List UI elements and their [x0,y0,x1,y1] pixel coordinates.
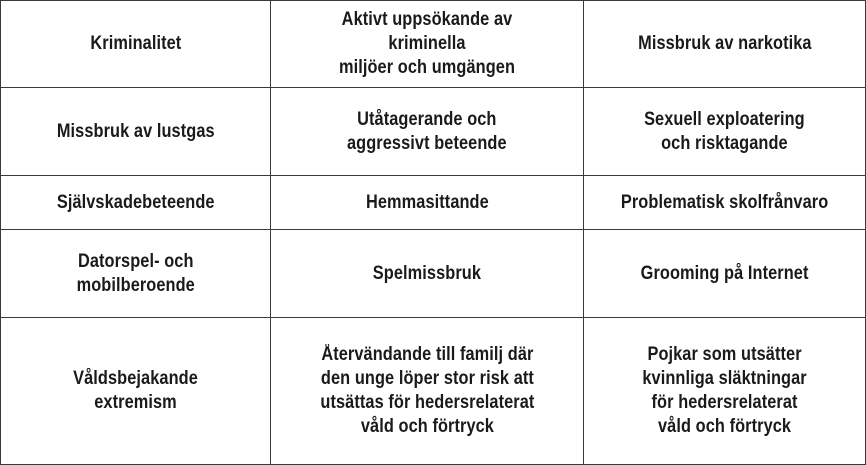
cell-text: Kriminalitet [90,33,181,54]
table-cell [271,88,584,176]
table-cell [1,230,271,318]
table-cell [271,1,584,88]
table-cell [584,88,866,176]
table-cell [271,318,584,465]
cell-text: Aktivt uppsökande av kriminella miljöer och umgängen [338,9,516,78]
table-row [1,318,866,465]
cell-text: Pojkar som utsätter kvinnliga släktningar för hedersrelaterat våld och förtryck [642,344,807,437]
table-row [1,176,866,230]
table-cell [1,88,271,176]
cell-text: Återvändande till familj där den unge löper stor risk att utsättas för hedersrelaterat våld och förtryck [319,344,535,437]
table-cell [584,230,866,318]
cell-text: Självskadebeteende [56,191,215,213]
table-row [1,88,866,176]
cell-text: Spelmissbruk [372,262,482,284]
table-row [1,1,866,88]
table-cell [1,1,271,88]
cell-text: Hemmasittande [365,191,489,213]
cell-text: Missbruk av narkotika [637,33,812,54]
table-cell [584,318,866,465]
table-cell [584,176,866,230]
table-cell [271,176,584,230]
table-cell [1,176,271,230]
cell-text: Sexuell exploatering och risktagande [644,108,805,154]
table-cell [271,230,584,318]
cell-text: Problematisk skolfrånvaro [620,191,829,213]
cell-text: Datorspel- och mobilberoende [76,250,195,296]
table-cell [584,1,866,88]
cell-text: Våldsbejakande extremism [73,368,198,413]
cell-text: Grooming på Internet [640,262,809,284]
table-cell [1,318,271,465]
cell-text: Missbruk av lustgas [56,120,215,142]
table-row [1,230,866,318]
cell-text: Utåtagerande och aggressivt beteende [347,108,507,154]
